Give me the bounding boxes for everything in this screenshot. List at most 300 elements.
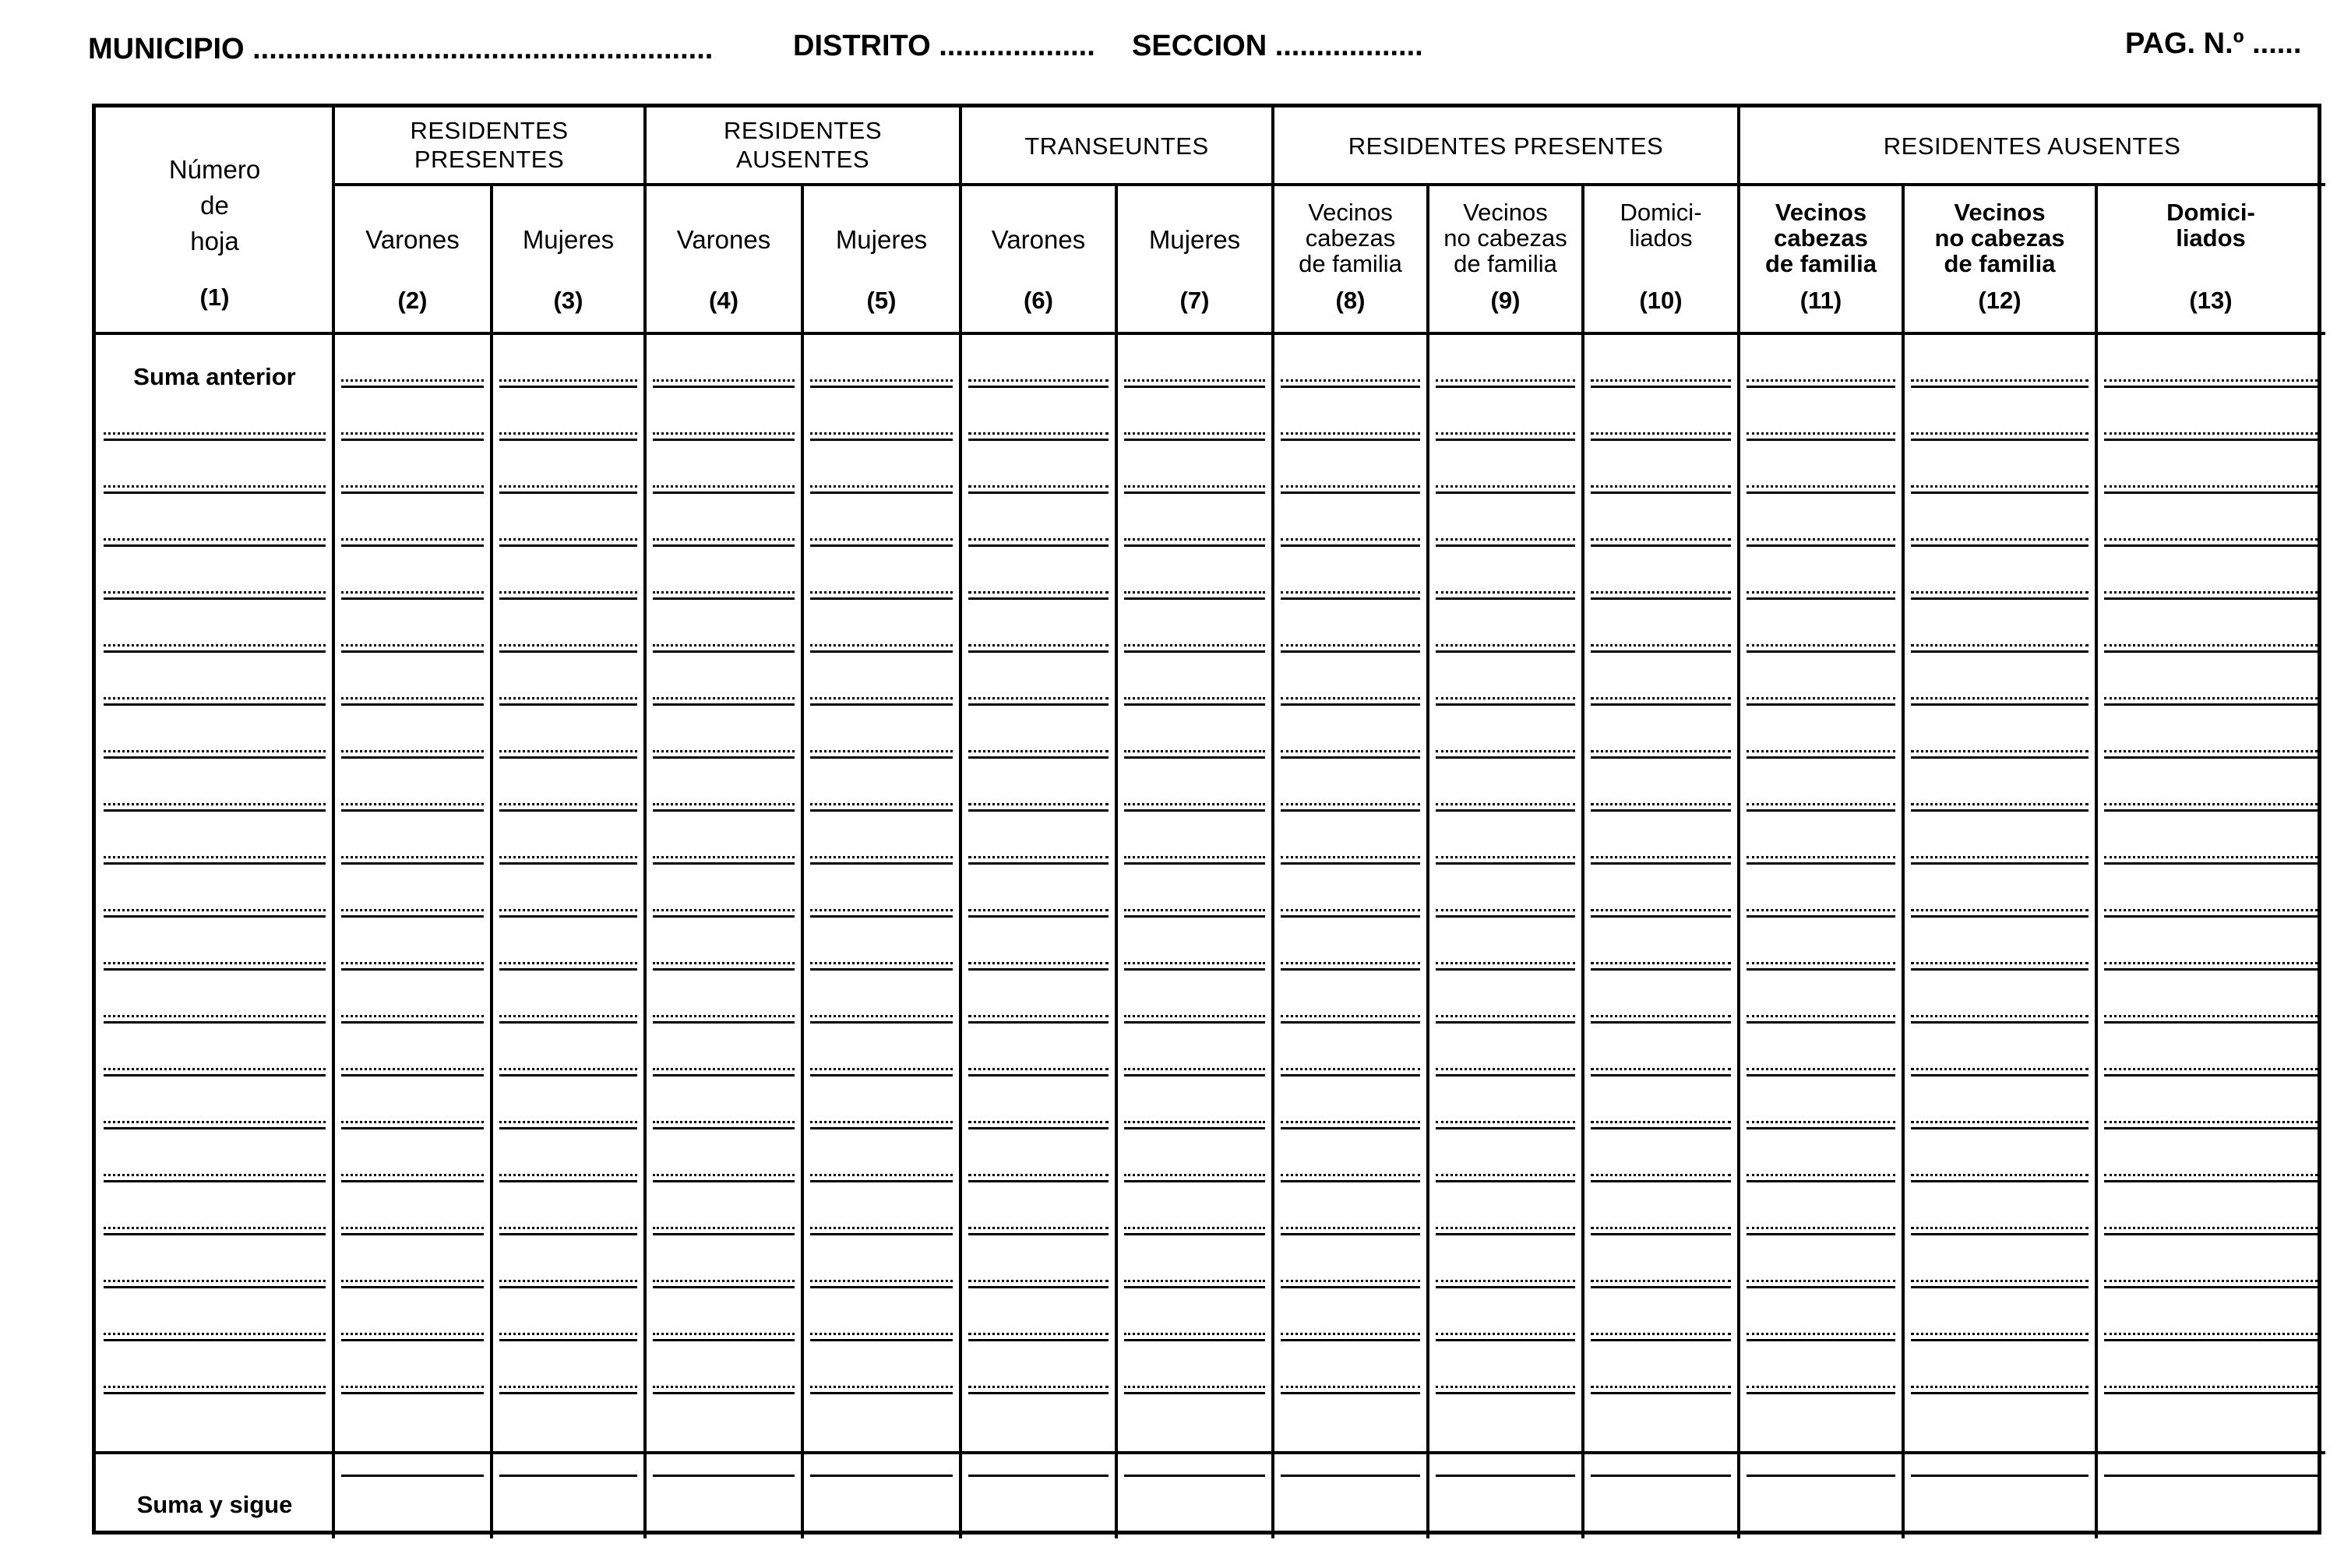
entry-row-rule	[104, 1339, 326, 1341]
entry-dotted-line	[968, 485, 1109, 488]
entry-dotted-line	[968, 909, 1109, 911]
entry-dotted-line	[1747, 1015, 1895, 1017]
entry-row-rule	[1911, 1392, 2088, 1394]
entry-row-rule	[1747, 1180, 1895, 1182]
entry-row-rule	[1591, 862, 1731, 865]
entry-dotted-line	[499, 1386, 637, 1388]
entry-dotted-line	[2104, 962, 2318, 964]
entry-dotted-line	[653, 803, 795, 805]
entry-row-rule	[1281, 492, 1420, 494]
entry-row-rule	[1436, 544, 1575, 547]
entry-row-rule	[1281, 1233, 1420, 1235]
column-header-label: Mujeres	[835, 225, 928, 254]
entry-row-rule	[1436, 650, 1575, 653]
entry-row-rule	[1124, 650, 1265, 653]
group-header-label: RESIDENTES	[410, 117, 569, 144]
entry-row-rule	[810, 492, 953, 494]
entry-dotted-line	[1747, 379, 1895, 382]
entry-dotted-line	[1281, 909, 1420, 911]
entry-dotted-line	[810, 1015, 953, 1017]
entry-row-rule	[1281, 1127, 1420, 1129]
column-header-label: Vecinos	[1954, 199, 2046, 226]
entry-dotted-line	[810, 591, 953, 594]
entry-dotted-line	[1436, 379, 1575, 382]
entry-dotted-line	[1436, 1174, 1575, 1176]
entry-row-rule	[499, 1074, 637, 1076]
entry-dotted-line	[499, 1280, 637, 1282]
column-number: (8)	[1335, 287, 1366, 314]
entry-dotted-line	[810, 1227, 953, 1229]
column-header-label: de familia	[1944, 250, 2056, 277]
entry-row-rule	[1747, 1021, 1895, 1024]
column-number: (12)	[1978, 287, 2022, 314]
group-header-label: TRANSEUNTES	[1024, 132, 1209, 160]
entry-row-rule	[810, 1021, 953, 1024]
entry-dotted-line	[1747, 750, 1895, 752]
entry-dotted-line	[1591, 750, 1731, 752]
entry-dotted-line	[1591, 485, 1731, 488]
entry-row-rule	[499, 809, 637, 812]
entry-row-rule	[810, 1233, 953, 1235]
entry-dotted-line	[810, 644, 953, 647]
entry-row-rule	[653, 1233, 795, 1235]
entry-dotted-line	[1281, 1174, 1420, 1176]
entry-dotted-line	[1591, 432, 1731, 435]
entry-row-rule	[1911, 544, 2088, 547]
entry-dotted-line	[810, 379, 953, 382]
entry-dotted-line	[1281, 1280, 1420, 1282]
entry-row-rule	[2104, 1475, 2318, 1477]
entry-dotted-line	[104, 485, 326, 488]
group-header-label: RESIDENTES PRESENTES	[1348, 132, 1664, 160]
entry-row-rule	[1911, 439, 2088, 441]
entry-row-rule	[1911, 1074, 2088, 1076]
entry-row-rule	[1436, 1180, 1575, 1182]
entry-row-rule	[968, 386, 1109, 388]
entry-row-rule	[1911, 968, 2088, 971]
column-1-header-label: de	[200, 191, 229, 220]
entry-row-rule	[2104, 915, 2318, 918]
column-header-label: Varones	[365, 225, 460, 254]
entry-row-rule	[1591, 1021, 1731, 1024]
entry-row-rule	[1591, 544, 1731, 547]
entry-dotted-line	[653, 591, 795, 594]
entry-dotted-line	[1436, 750, 1575, 752]
entry-dotted-line	[1591, 379, 1731, 382]
entry-dotted-line	[810, 1174, 953, 1176]
entry-row-rule	[1747, 1339, 1895, 1341]
entry-dotted-line	[104, 750, 326, 752]
entry-row-rule	[1747, 1127, 1895, 1129]
entry-dotted-line	[1911, 856, 2088, 858]
entry-row-rule	[1281, 439, 1420, 441]
entry-row-rule	[499, 1339, 637, 1341]
entry-row-rule	[968, 492, 1109, 494]
entry-row-rule	[1124, 809, 1265, 812]
entry-dotted-line	[1124, 856, 1265, 858]
entry-dotted-line	[1591, 1174, 1731, 1176]
entry-dotted-line	[968, 1333, 1109, 1335]
entry-row-rule	[499, 862, 637, 865]
entry-dotted-line	[1591, 856, 1731, 858]
entry-dotted-line	[499, 1227, 637, 1229]
entry-dotted-line	[104, 1068, 326, 1070]
entry-row-rule	[341, 915, 484, 918]
entry-dotted-line	[968, 856, 1109, 858]
entry-row-rule	[1591, 756, 1731, 759]
entry-dotted-line	[2104, 697, 2318, 699]
entry-dotted-line	[653, 644, 795, 647]
entry-dotted-line	[1591, 1121, 1731, 1123]
entry-row-rule	[1911, 1127, 2088, 1129]
entry-row-rule	[1436, 1021, 1575, 1024]
entry-dotted-line	[499, 379, 637, 382]
entry-row-rule	[1124, 492, 1265, 494]
entry-dotted-line	[499, 750, 637, 752]
entry-row-rule	[968, 1475, 1109, 1477]
entry-row-rule	[1591, 1392, 1731, 1394]
entry-dotted-line	[1281, 644, 1420, 647]
entry-dotted-line	[1436, 1121, 1575, 1123]
entry-dotted-line	[104, 856, 326, 858]
entry-dotted-line	[1281, 803, 1420, 805]
column-divider	[1271, 107, 1274, 1538]
entry-dotted-line	[1591, 909, 1731, 911]
entry-row-rule	[104, 703, 326, 706]
entry-row-rule	[1747, 1286, 1895, 1288]
entry-dotted-line	[1747, 909, 1895, 911]
entry-dotted-line	[1747, 1227, 1895, 1229]
column-header-label: Varones	[676, 225, 771, 254]
entry-row-rule	[810, 1180, 953, 1182]
entry-dotted-line	[2104, 1121, 2318, 1123]
entry-dotted-line	[499, 432, 637, 435]
entry-dotted-line	[1124, 538, 1265, 541]
entry-dotted-line	[1436, 432, 1575, 435]
entry-dotted-line	[499, 538, 637, 541]
entry-dotted-line	[1281, 538, 1420, 541]
entry-row-rule	[1281, 862, 1420, 865]
entry-row-rule	[968, 1127, 1109, 1129]
entry-row-rule	[1436, 1127, 1575, 1129]
entry-row-rule	[810, 544, 953, 547]
entry-dotted-line	[104, 1227, 326, 1229]
entry-dotted-line	[1281, 1333, 1420, 1335]
entry-dotted-line	[1747, 1174, 1895, 1176]
entry-row-rule	[968, 862, 1109, 865]
entry-dotted-line	[810, 432, 953, 435]
entry-dotted-line	[104, 909, 326, 911]
entry-row-rule	[1747, 1475, 1895, 1477]
entry-dotted-line	[499, 591, 637, 594]
entry-row-rule	[810, 809, 953, 812]
entry-dotted-line	[810, 856, 953, 858]
entry-row-rule	[104, 439, 326, 441]
entry-dotted-line	[968, 803, 1109, 805]
entry-dotted-line	[968, 379, 1109, 382]
entry-dotted-line	[341, 1174, 484, 1176]
entry-row-rule	[104, 650, 326, 653]
entry-row-rule	[810, 1127, 953, 1129]
entry-dotted-line	[968, 432, 1109, 435]
entry-dotted-line	[1436, 1333, 1575, 1335]
entry-row-rule	[968, 1180, 1109, 1182]
entry-dotted-line	[341, 485, 484, 488]
group-header-label: AUSENTES	[735, 146, 870, 173]
entry-row-rule	[1436, 1475, 1575, 1477]
entry-dotted-line	[1124, 750, 1265, 752]
entry-dotted-line	[1436, 856, 1575, 858]
entry-row-rule	[1591, 968, 1731, 971]
entry-row-rule	[1911, 915, 2088, 918]
entry-dotted-line	[653, 485, 795, 488]
entry-row-rule	[1124, 915, 1265, 918]
group-header-label: RESIDENTES	[723, 117, 883, 144]
entry-dotted-line	[1747, 1386, 1895, 1388]
entry-dotted-line	[653, 1333, 795, 1335]
entry-row-rule	[1591, 1339, 1731, 1341]
entry-dotted-line	[1124, 644, 1265, 647]
entry-row-rule	[341, 386, 484, 388]
entry-dotted-line	[1281, 697, 1420, 699]
entry-dotted-line	[1124, 591, 1265, 594]
entry-row-rule	[1281, 1475, 1420, 1477]
entry-dotted-line	[2104, 644, 2318, 647]
entry-dotted-line	[1281, 1015, 1420, 1017]
entry-row-rule	[1436, 1074, 1575, 1076]
entry-dotted-line	[1281, 1068, 1420, 1070]
entry-dotted-line	[1747, 432, 1895, 435]
entry-row-rule	[653, 1475, 795, 1477]
entry-row-rule	[1747, 439, 1895, 441]
entry-dotted-line	[653, 538, 795, 541]
entry-row-rule	[968, 915, 1109, 918]
entry-dotted-line	[653, 1015, 795, 1017]
entry-row-rule	[1911, 492, 2088, 494]
entry-dotted-line	[1591, 697, 1731, 699]
entry-row-rule	[341, 492, 484, 494]
entry-row-rule	[1281, 809, 1420, 812]
entry-row-rule	[104, 756, 326, 759]
entry-dotted-line	[1591, 1333, 1731, 1335]
entry-row-rule	[1436, 439, 1575, 441]
entry-dotted-line	[341, 1280, 484, 1282]
entry-dotted-line	[2104, 1015, 2318, 1017]
column-divider	[801, 183, 804, 1538]
column-number: (6)	[1024, 287, 1053, 314]
entry-row-rule	[1747, 1233, 1895, 1235]
column-number: (9)	[1490, 287, 1521, 314]
entry-row-rule	[2104, 1180, 2318, 1182]
entry-dotted-line	[341, 591, 484, 594]
entry-dotted-line	[1911, 591, 2088, 594]
entry-row-rule	[341, 650, 484, 653]
entry-row-rule	[341, 809, 484, 812]
entry-dotted-line	[1911, 1121, 2088, 1123]
entry-row-rule	[341, 1339, 484, 1341]
entry-row-rule	[1124, 1286, 1265, 1288]
entry-dotted-line	[1591, 1227, 1731, 1229]
column-number: (11)	[1799, 287, 1842, 314]
entry-row-rule	[810, 1475, 953, 1477]
entry-row-rule	[499, 544, 637, 547]
entry-row-rule	[341, 703, 484, 706]
entry-row-rule	[2104, 1074, 2318, 1076]
entry-row-rule	[653, 650, 795, 653]
entry-dotted-line	[810, 750, 953, 752]
entry-dotted-line	[653, 1174, 795, 1176]
entry-row-rule	[104, 1180, 326, 1182]
entry-dotted-line	[1911, 1068, 2088, 1070]
entry-row-rule	[810, 1339, 953, 1341]
entry-dotted-line	[1911, 644, 2088, 647]
entry-row-rule	[499, 1475, 637, 1477]
header-bottom-rule	[96, 332, 2325, 335]
entry-row-rule	[341, 1286, 484, 1288]
entry-dotted-line	[1281, 1227, 1420, 1229]
entry-dotted-line	[2104, 591, 2318, 594]
entry-dotted-line	[341, 909, 484, 911]
entry-row-rule	[653, 915, 795, 918]
column-header-label: no cabezas	[1934, 224, 2065, 252]
entry-row-rule	[2104, 1233, 2318, 1235]
entry-row-rule	[1436, 597, 1575, 600]
entry-row-rule	[1436, 1339, 1575, 1341]
entry-row-rule	[104, 1127, 326, 1129]
distrito-field: DISTRITO ...................	[793, 30, 1095, 62]
entry-row-rule	[1436, 1392, 1575, 1394]
entry-row-rule	[653, 386, 795, 388]
entry-row-rule	[1281, 1180, 1420, 1182]
entry-dotted-line	[1124, 1015, 1265, 1017]
entry-dotted-line	[1911, 803, 2088, 805]
entry-row-rule	[2104, 703, 2318, 706]
entry-dotted-line	[2104, 1333, 2318, 1335]
entry-dotted-line	[2104, 538, 2318, 541]
entry-row-rule	[499, 439, 637, 441]
entry-row-rule	[1747, 1392, 1895, 1394]
entry-dotted-line	[810, 803, 953, 805]
entry-dotted-line	[968, 1121, 1109, 1123]
entry-dotted-line	[1591, 538, 1731, 541]
entry-row-rule	[104, 1286, 326, 1288]
column-header-label: cabezas	[1305, 224, 1396, 252]
entry-row-rule	[1911, 703, 2088, 706]
entry-dotted-line	[2104, 909, 2318, 911]
entry-dotted-line	[810, 697, 953, 699]
column-header-label: Mujeres	[1148, 225, 1241, 254]
column-number: (13)	[2189, 287, 2233, 314]
entry-row-rule	[2104, 1286, 2318, 1288]
entry-row-rule	[1747, 1074, 1895, 1076]
entry-row-rule	[341, 862, 484, 865]
entry-dotted-line	[499, 1174, 637, 1176]
entry-dotted-line	[341, 803, 484, 805]
entry-dotted-line	[810, 1386, 953, 1388]
entry-row-rule	[104, 862, 326, 865]
entry-dotted-line	[1747, 1068, 1895, 1070]
entry-row-rule	[1436, 1233, 1575, 1235]
entry-row-rule	[499, 968, 637, 971]
entry-dotted-line	[1911, 1280, 2088, 1282]
entry-dotted-line	[499, 485, 637, 488]
entry-row-rule	[2104, 968, 2318, 971]
entry-row-rule	[1436, 1286, 1575, 1288]
entry-row-rule	[1436, 386, 1575, 388]
entry-dotted-line	[499, 1121, 637, 1123]
entry-dotted-line	[810, 538, 953, 541]
column-number: (7)	[1179, 287, 1210, 314]
entry-row-rule	[1281, 1074, 1420, 1076]
entry-row-rule	[1281, 968, 1420, 971]
entry-row-rule	[1124, 544, 1265, 547]
entry-dotted-line	[1124, 379, 1265, 382]
entry-row-rule	[968, 809, 1109, 812]
entry-dotted-line	[1124, 1227, 1265, 1229]
entry-row-rule	[653, 809, 795, 812]
entry-row-rule	[499, 1392, 637, 1394]
entry-dotted-line	[341, 1227, 484, 1229]
entry-dotted-line	[653, 750, 795, 752]
entry-dotted-line	[104, 644, 326, 647]
entry-dotted-line	[1124, 1068, 1265, 1070]
entry-row-rule	[2104, 544, 2318, 547]
group-header-label: RESIDENTES AUSENTES	[1883, 132, 2181, 160]
entry-dotted-line	[341, 538, 484, 541]
entry-dotted-line	[1747, 856, 1895, 858]
entry-row-rule	[499, 703, 637, 706]
entry-dotted-line	[1281, 379, 1420, 382]
entry-dotted-line	[499, 1333, 637, 1335]
entry-dotted-line	[341, 432, 484, 435]
entry-row-rule	[1591, 1286, 1731, 1288]
entry-dotted-line	[1124, 1333, 1265, 1335]
entry-dotted-line	[104, 1015, 326, 1017]
entry-dotted-line	[499, 962, 637, 964]
entry-dotted-line	[1591, 1386, 1731, 1388]
entry-dotted-line	[341, 1068, 484, 1070]
entry-row-rule	[1747, 809, 1895, 812]
entry-dotted-line	[104, 803, 326, 805]
entry-dotted-line	[1747, 803, 1895, 805]
entry-dotted-line	[1911, 1386, 2088, 1388]
entry-dotted-line	[499, 697, 637, 699]
column-divider	[643, 107, 647, 1538]
entry-row-rule	[499, 1021, 637, 1024]
entry-dotted-line	[1281, 856, 1420, 858]
entry-dotted-line	[341, 1015, 484, 1017]
entry-row-rule	[653, 439, 795, 441]
entry-dotted-line	[1436, 1068, 1575, 1070]
entry-row-rule	[2104, 1021, 2318, 1024]
entry-row-rule	[2104, 809, 2318, 812]
entry-row-rule	[1436, 756, 1575, 759]
entry-dotted-line	[653, 1068, 795, 1070]
entry-dotted-line	[1436, 591, 1575, 594]
entry-row-rule	[341, 1475, 484, 1477]
column-divider	[1902, 183, 1905, 1538]
entry-dotted-line	[1436, 1015, 1575, 1017]
entry-dotted-line	[104, 1280, 326, 1282]
entry-row-rule	[1281, 544, 1420, 547]
entry-dotted-line	[2104, 1386, 2318, 1388]
entry-dotted-line	[968, 1068, 1109, 1070]
entry-dotted-line	[810, 1068, 953, 1070]
entry-row-rule	[1591, 492, 1731, 494]
entry-row-rule	[1591, 915, 1731, 918]
entry-row-rule	[968, 544, 1109, 547]
column-header-label: cabezas	[1774, 224, 1868, 252]
